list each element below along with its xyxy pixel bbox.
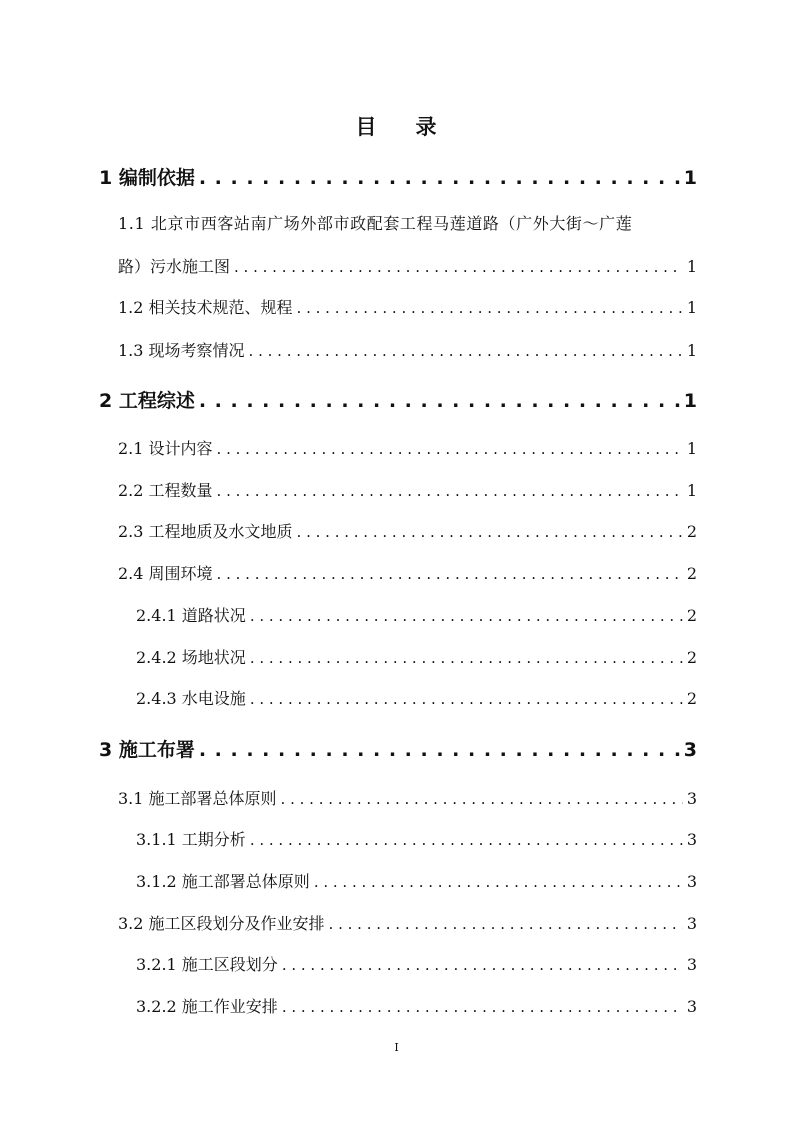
toc-entry-2-1[interactable] bbox=[118, 436, 697, 459]
leader-dots bbox=[282, 998, 683, 1016]
toc-entry-label: 3.2.1 施工区段划分 bbox=[136, 955, 278, 974]
toc-entry-page: 3 bbox=[683, 739, 697, 761]
toc-entry-page: 1 bbox=[686, 439, 697, 458]
leader-dots bbox=[297, 299, 683, 317]
toc-entry-label: 2 工程综述 bbox=[99, 390, 195, 412]
leader-dots bbox=[199, 390, 680, 412]
toc-entry-label: 2.3 工程地质及水文地质 bbox=[118, 522, 293, 541]
toc-entry-label: 3 施工布署 bbox=[99, 739, 195, 761]
leader-dots bbox=[250, 690, 683, 708]
leader-dots bbox=[250, 649, 683, 667]
toc-entry-page: 3 bbox=[686, 955, 697, 974]
toc-entry-label: 1.3 现场考察情况 bbox=[118, 341, 245, 360]
toc-entry-label: 2.4.3 水电设施 bbox=[136, 689, 246, 708]
toc-entry-label: 3.2.2 施工作业安排 bbox=[136, 997, 278, 1016]
toc-entry-page: 1 bbox=[686, 298, 697, 317]
toc-entry-1-3[interactable] bbox=[118, 338, 697, 361]
leader-dots bbox=[314, 873, 683, 891]
leader-dots bbox=[250, 831, 683, 849]
toc-entry-label: 1.2 相关技术规范、规程 bbox=[118, 298, 293, 317]
toc-entry-label: 3.2 施工区段划分及作业安排 bbox=[118, 914, 325, 933]
toc-title bbox=[0, 111, 793, 141]
toc-entry-page: 1 bbox=[683, 167, 697, 189]
toc-entry-page: 2 bbox=[686, 564, 697, 583]
leader-dots bbox=[199, 739, 680, 761]
toc-entry-label: 3.1.1 工期分析 bbox=[136, 830, 246, 849]
toc-entry-label: 2.1 设计内容 bbox=[118, 439, 213, 458]
toc-entry-1[interactable] bbox=[99, 163, 697, 190]
toc-entry-label: 2.2 工程数量 bbox=[118, 481, 213, 500]
toc-entry-2-2[interactable] bbox=[118, 478, 697, 501]
toc-entry-page: 3 bbox=[686, 830, 697, 849]
toc-entry-1-2[interactable] bbox=[118, 295, 697, 318]
leader-dots bbox=[297, 523, 683, 541]
toc-title-right: 录 bbox=[415, 115, 438, 139]
toc-entry-label: 2.4.2 场地状况 bbox=[136, 648, 246, 667]
toc-entry-label: 3.1.2 施工部署总体原则 bbox=[136, 872, 310, 891]
toc-entry-page: 3 bbox=[686, 997, 697, 1016]
toc-entry-page: 1 bbox=[686, 257, 697, 276]
toc-entry-page: 2 bbox=[686, 648, 697, 667]
toc-entry-3-2[interactable] bbox=[118, 911, 697, 934]
leader-dots bbox=[217, 440, 683, 458]
toc-entry-label: 路）污水施工图 bbox=[118, 257, 231, 276]
toc-title-left: 目 bbox=[355, 115, 378, 139]
leader-dots bbox=[329, 915, 683, 933]
leader-dots bbox=[217, 565, 683, 583]
toc-entry-page: 3 bbox=[686, 914, 697, 933]
leader-dots bbox=[281, 790, 683, 808]
toc-entry-2-3[interactable] bbox=[118, 519, 697, 542]
toc-entry-3-2-2[interactable] bbox=[136, 994, 697, 1017]
toc-entry-1-1-line1[interactable]: 1.1 北京市西客站南广场外部市政配套工程马莲道路（广外大街～广莲 bbox=[118, 214, 633, 233]
leader-dots bbox=[199, 167, 680, 189]
toc-entry-label: 2.4.1 道路状况 bbox=[136, 606, 246, 625]
toc-entry-3-1-1[interactable] bbox=[136, 827, 697, 850]
toc-entry-page: 1 bbox=[686, 481, 697, 500]
page-number: I bbox=[394, 1041, 399, 1054]
toc-entry-page: 2 bbox=[686, 689, 697, 708]
toc-entry-3-1-2[interactable] bbox=[136, 869, 697, 892]
toc-entry-2-4-2[interactable] bbox=[136, 645, 697, 668]
toc-entry-2[interactable] bbox=[99, 386, 697, 413]
toc-entry-label: 2.4 周围环境 bbox=[118, 564, 213, 583]
toc-entry-label: 1 编制依据 bbox=[99, 167, 195, 189]
toc-entry-3-1[interactable] bbox=[118, 786, 697, 809]
toc-entry-page: 2 bbox=[686, 522, 697, 541]
toc-entry-page: 2 bbox=[686, 606, 697, 625]
toc-entry-3-2-1[interactable] bbox=[136, 952, 697, 975]
toc-entry-2-4-3[interactable] bbox=[136, 686, 697, 709]
toc-entry-page: 1 bbox=[683, 390, 697, 412]
toc-entry-label: 3.1 施工部署总体原则 bbox=[118, 789, 277, 808]
toc-entry-1-1[interactable] bbox=[118, 254, 697, 277]
toc-entry-page: 3 bbox=[686, 789, 697, 808]
leader-dots bbox=[217, 482, 683, 500]
leader-dots bbox=[249, 342, 683, 360]
toc-entry-3[interactable] bbox=[99, 735, 697, 762]
toc-entry-page: 1 bbox=[686, 341, 697, 360]
leader-dots bbox=[250, 607, 683, 625]
toc-entry-2-4[interactable] bbox=[118, 561, 697, 584]
leader-dots bbox=[234, 258, 683, 276]
toc-entry-2-4-1[interactable] bbox=[136, 603, 697, 626]
leader-dots bbox=[282, 956, 683, 974]
toc-entry-page: 3 bbox=[686, 872, 697, 891]
